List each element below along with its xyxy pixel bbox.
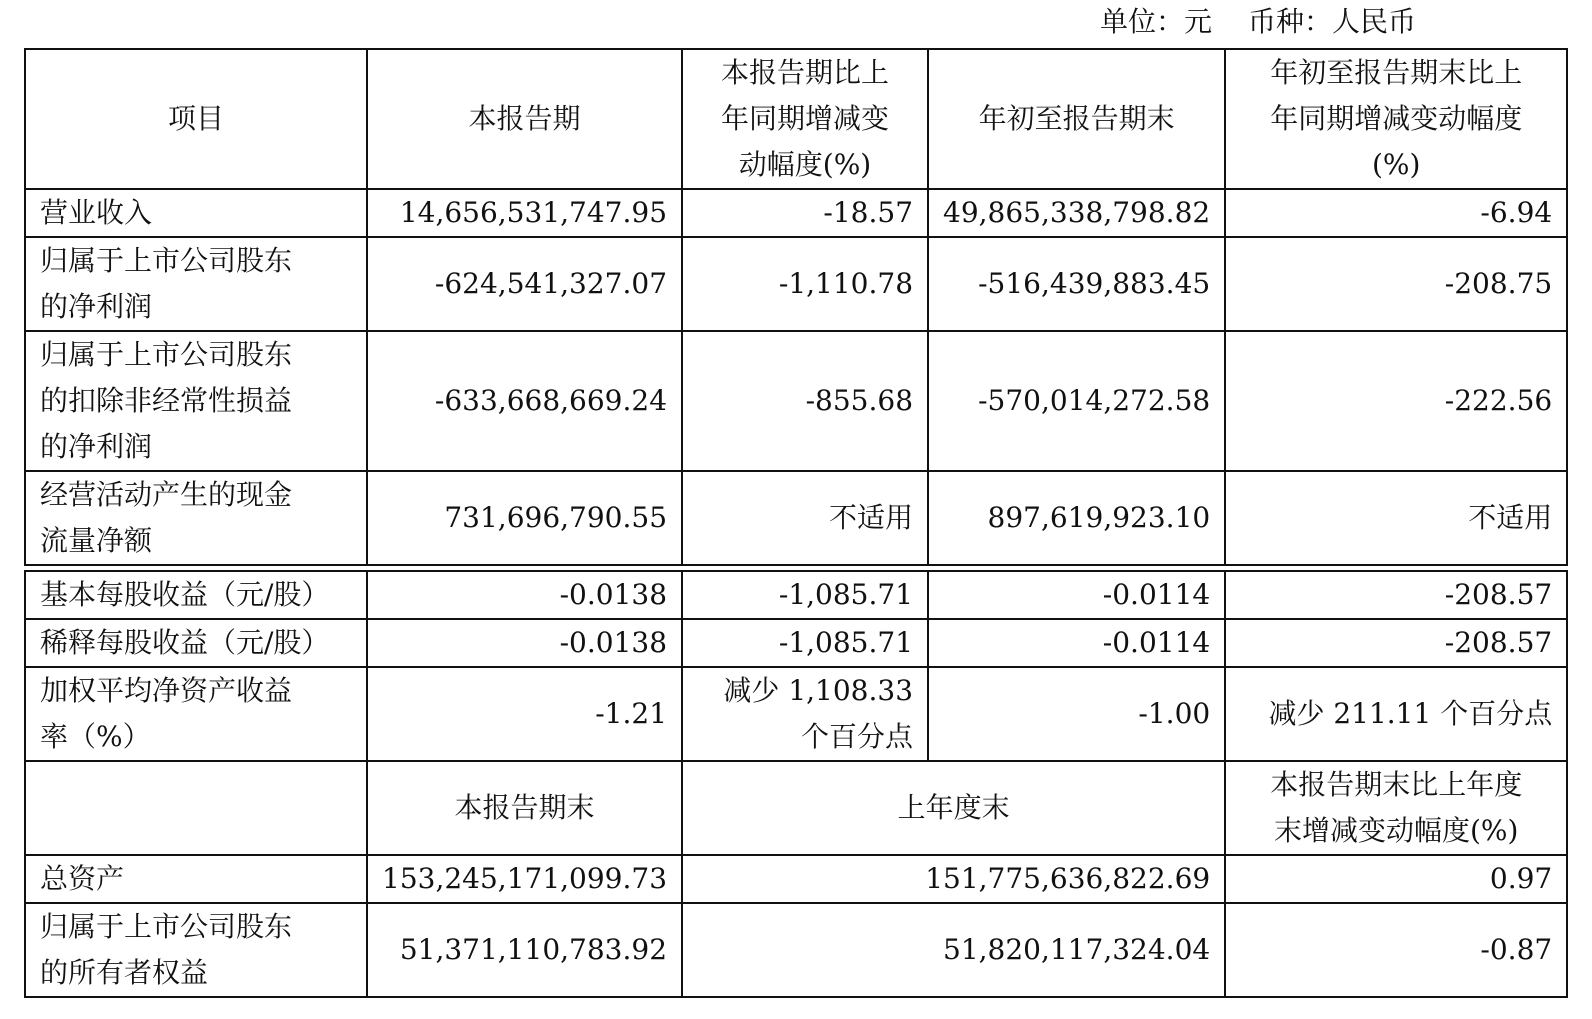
header-balance-change: 本报告期末比上年度 末增减变动幅度(%) [1225,761,1567,855]
cell-current-change: -855.68 [682,331,928,471]
cell-current-change: 不适用 [682,471,928,565]
cell-ytd-change: -6.94 [1225,189,1567,237]
cell-ytd-change: 不适用 [1225,471,1567,565]
cell-current-change: 减少 1,108.33 个百分点 [682,667,928,761]
row-label: 总资产 [25,855,367,903]
row-label: 基本每股收益（元/股） [25,571,367,619]
row-label: 稀释每股收益（元/股） [25,619,367,667]
table-row [25,189,1567,237]
cell-current-change: -1,085.71 [682,619,928,667]
table-row [25,471,1567,565]
cell-ytd-change: 减少 211.11 个百分点 [1225,667,1567,761]
cell-last-year-end: 151,775,636,822.69 [682,855,1225,903]
cell-ytd: -0.0114 [928,619,1225,667]
row-label: 加权平均净资产收益 率（%） [25,667,367,761]
balance-header-blank [25,761,367,855]
cell-period-end: 153,245,171,099.73 [367,855,682,903]
header-ytd-change: 年初至报告期末比上 年同期增减变动幅度 (%) [1225,49,1567,189]
row-label: 营业收入 [25,189,367,237]
balance-header-row [25,761,1567,855]
cell-current: 14,656,531,747.95 [367,189,682,237]
table-row [25,667,1567,761]
cell-last-year-end: 51,820,117,324.04 [682,903,1225,997]
row-label: 归属于上市公司股东 的扣除非经常性损益 的净利润 [25,331,367,471]
cell-ytd-change: -208.57 [1225,619,1567,667]
cell-ytd: -1.00 [928,667,1225,761]
currency-label: 币种：人民币 [1248,5,1417,38]
cell-current: -1.21 [367,667,682,761]
cell-current-change: -18.57 [682,189,928,237]
header-current-change: 本报告期比上 年同期增减变 动幅度(%) [682,49,928,189]
cell-ytd: -516,439,883.45 [928,237,1225,331]
cell-balance-change: 0.97 [1225,855,1567,903]
table-row [25,855,1567,903]
header-last-year-end: 上年度末 [682,761,1225,855]
header-current-period: 本报告期 [367,49,682,189]
header-item: 项目 [25,49,367,189]
row-label: 经营活动产生的现金 流量净额 [25,471,367,565]
cell-current: -0.0138 [367,619,682,667]
header-row [25,49,1567,189]
cell-period-end: 51,371,110,783.92 [367,903,682,997]
cell-current: -0.0138 [367,571,682,619]
cell-ytd: 897,619,923.10 [928,471,1225,565]
table-row [25,571,1567,619]
unit-line [1100,4,1416,40]
header-ytd: 年初至报告期末 [928,49,1225,189]
cell-current: -633,668,669.24 [367,331,682,471]
cell-ytd-change: -222.56 [1225,331,1567,471]
table-row [25,237,1567,331]
cell-ytd-change: -208.75 [1225,237,1567,331]
table-row [25,619,1567,667]
table-row [25,903,1567,997]
financial-data-table [24,48,1568,998]
cell-current-change: -1,085.71 [682,571,928,619]
row-label: 归属于上市公司股东 的所有者权益 [25,903,367,997]
cell-ytd: 49,865,338,798.82 [928,189,1225,237]
cell-ytd: -0.0114 [928,571,1225,619]
header-period-end: 本报告期末 [367,761,682,855]
row-label: 归属于上市公司股东 的净利润 [25,237,367,331]
cell-current: 731,696,790.55 [367,471,682,565]
cell-current: -624,541,327.07 [367,237,682,331]
cell-ytd-change: -208.57 [1225,571,1567,619]
table-row [25,331,1567,471]
cell-balance-change: -0.87 [1225,903,1567,997]
unit-label: 单位：元 [1100,5,1213,38]
cell-current-change: -1,110.78 [682,237,928,331]
cell-ytd: -570,014,272.58 [928,331,1225,471]
